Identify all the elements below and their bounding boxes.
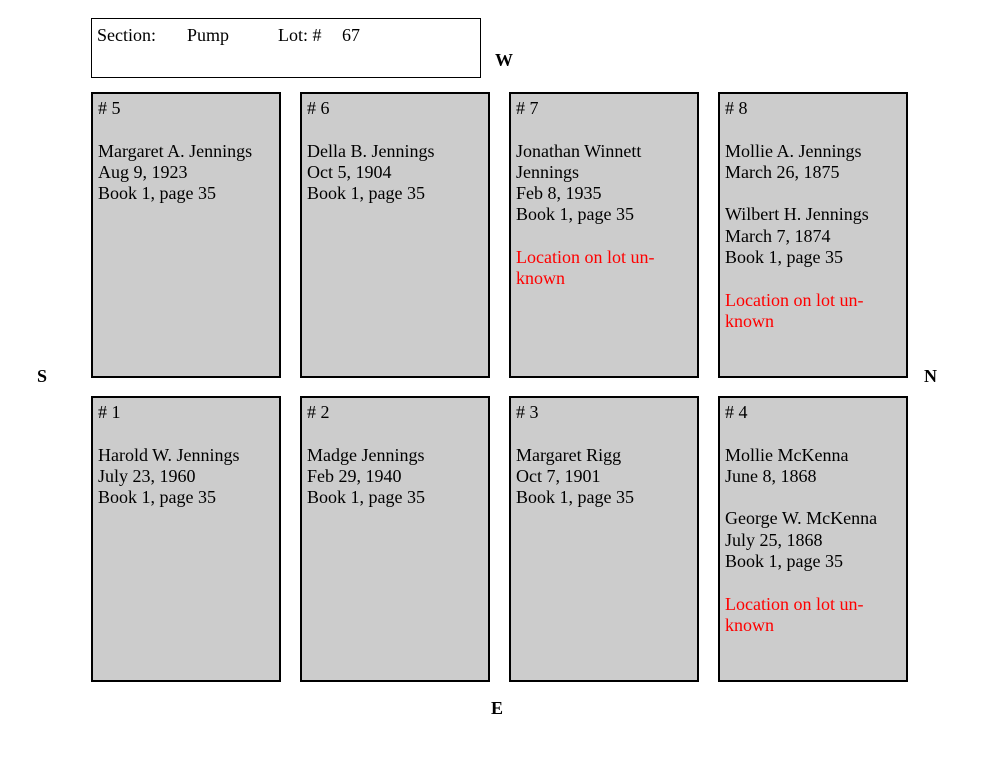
burial-entry-line: Margaret Rigg [516, 444, 622, 465]
plot-number: # 3 [516, 402, 539, 422]
burial-entry-line: Wilbert H. Jennings [725, 204, 869, 225]
compass-north: N [924, 366, 937, 386]
plot-6 [300, 92, 490, 378]
burial-entry-line: July 25, 1868 [725, 529, 823, 550]
plot-number: # 4 [725, 402, 748, 422]
burial-entry-line: Book 1, page 35 [98, 487, 216, 508]
plot-number: # 2 [307, 402, 330, 422]
location-note: known [516, 268, 565, 289]
plot-7 [509, 92, 699, 378]
spacer [725, 183, 901, 204]
location-note: Location on lot un- [725, 593, 864, 614]
burial-entry-line: Mollie McKenna [725, 444, 849, 465]
plot-number: # 1 [98, 402, 121, 422]
plot-number: # 5 [98, 98, 121, 118]
burial-entry-line: Aug 9, 1923 [98, 161, 188, 182]
burial-entry-line: Madge Jennings [307, 444, 425, 465]
spacer [725, 423, 901, 444]
burial-entry-line: July 23, 1960 [98, 465, 196, 486]
burial-entry-line: Book 1, page 35 [98, 183, 216, 204]
burial-entry-line: Book 1, page 35 [725, 551, 843, 572]
burial-entry-line: Feb 8, 1935 [516, 183, 602, 204]
spacer [725, 119, 901, 140]
burial-entry-line: March 7, 1874 [725, 225, 831, 246]
burial-entry-line: Book 1, page 35 [516, 204, 634, 225]
burial-entry-line: Book 1, page 35 [307, 487, 425, 508]
spacer [725, 572, 901, 593]
spacer [516, 423, 692, 444]
burial-entry-line: George W. McKenna [725, 508, 878, 529]
location-note: known [725, 614, 774, 635]
plot-5 [91, 92, 281, 378]
compass-south: S [37, 366, 48, 386]
plot-number: # 6 [307, 98, 330, 118]
lot-value: 67 [342, 25, 360, 45]
spacer [98, 423, 274, 444]
spacer [516, 119, 692, 140]
spacer [725, 487, 901, 508]
plot-1 [91, 396, 281, 682]
burial-entry-line: June 8, 1868 [725, 465, 817, 486]
plot-4 [718, 396, 908, 682]
spacer [307, 423, 483, 444]
burial-entry-line: Book 1, page 35 [725, 247, 843, 268]
plot-8 [718, 92, 908, 378]
burial-entry-line: Jennings [516, 161, 579, 182]
burial-entry-line: Oct 5, 1904 [307, 161, 392, 182]
spacer [725, 268, 901, 289]
burial-entry-line: Book 1, page 35 [516, 487, 634, 508]
plot-3 [509, 396, 699, 682]
compass-east: E [491, 698, 504, 718]
plot-number: # 7 [516, 98, 539, 118]
lot-header-box [91, 18, 481, 78]
spacer [516, 226, 692, 247]
burial-entry-line: Feb 29, 1940 [307, 465, 402, 486]
burial-entry-line: Mollie A. Jennings [725, 140, 862, 161]
spacer [307, 119, 483, 140]
burial-entry-line: Della B. Jennings [307, 140, 435, 161]
location-note: known [725, 310, 774, 331]
plot-2 [300, 396, 490, 682]
location-note: Location on lot un- [516, 247, 655, 268]
burial-entry-line: Harold W. Jennings [98, 444, 240, 465]
compass-west: W [495, 50, 513, 70]
lot-label: Lot: # [278, 25, 322, 45]
burial-entry-line: Oct 7, 1901 [516, 465, 601, 486]
spacer [98, 119, 274, 140]
section-label: Section: [97, 25, 156, 45]
burial-entry-line: Margaret A. Jennings [98, 140, 253, 161]
burial-entry-line: Jonathan Winnett [516, 140, 642, 161]
location-note: Location on lot un- [725, 289, 864, 310]
section-value: Pump [187, 25, 230, 45]
plot-number: # 8 [725, 98, 748, 118]
burial-entry-line: Book 1, page 35 [307, 183, 425, 204]
burial-entry-line: March 26, 1875 [725, 161, 840, 182]
